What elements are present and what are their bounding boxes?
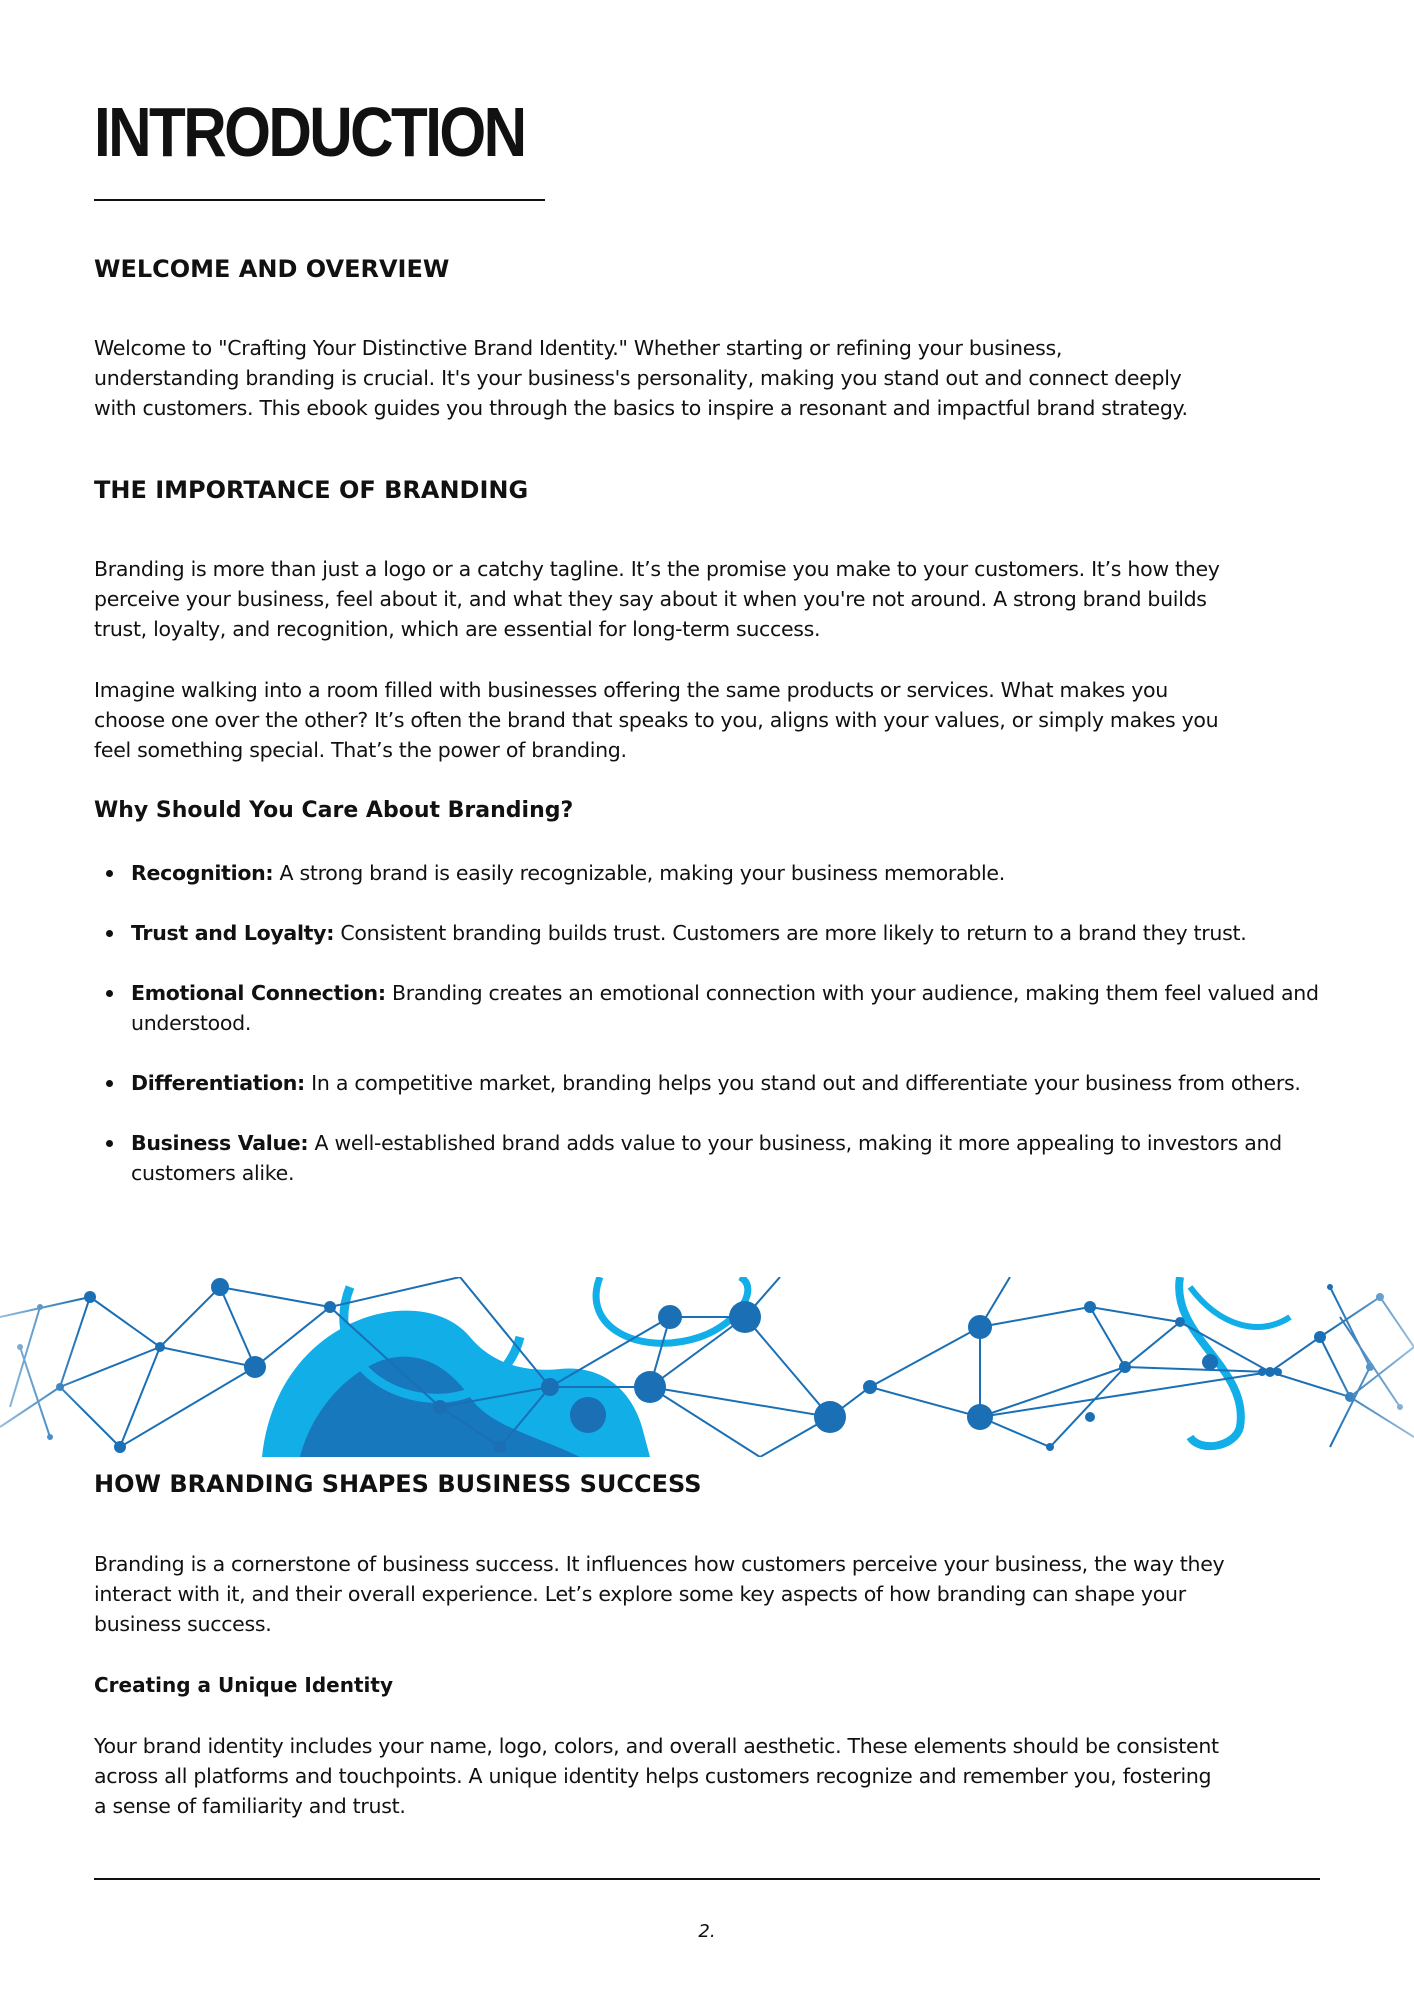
welcome-paragraph bbox=[94, 333, 1334, 423]
bullet-icon bbox=[106, 1080, 113, 1087]
page-number: 2. bbox=[698, 1921, 716, 1942]
branding-benefits-list bbox=[94, 858, 1334, 1218]
bullet-term: Business Value: bbox=[131, 1131, 309, 1155]
bullet-icon bbox=[106, 870, 113, 877]
text-line: business success. bbox=[94, 1612, 272, 1636]
list-item bbox=[94, 1128, 1334, 1188]
bullet-text: Consistent branding builds trust. Customers are more likely to return to a brand they trust. bbox=[334, 921, 1247, 945]
bullet-term: Differentiation: bbox=[131, 1071, 305, 1095]
importance-paragraph-2 bbox=[94, 675, 1334, 765]
text-line: a sense of familiarity and trust. bbox=[94, 1794, 406, 1818]
bullet-icon bbox=[106, 1140, 113, 1147]
bullet-icon bbox=[106, 930, 113, 937]
footer-divider bbox=[94, 1878, 1320, 1880]
bullet-text: A strong brand is easily recognizable, making your business memorable. bbox=[273, 861, 1005, 885]
list-item bbox=[94, 918, 1334, 948]
bullet-text: In a competitive market, branding helps you stand out and differentiate your business from others. bbox=[304, 1071, 1301, 1095]
why-care-subheading: Why Should You Care About Branding? bbox=[94, 798, 574, 823]
unique-identity-subheading: Creating a Unique Identity bbox=[94, 1673, 393, 1697]
text-line: with customers. This ebook guides you through the basics to inspire a resonant and impactful brand strategy. bbox=[94, 396, 1188, 420]
bullet-term: Recognition: bbox=[131, 861, 274, 885]
bullet-term: Trust and Loyalty: bbox=[131, 921, 335, 945]
text-line: feel something special. That’s the power of branding. bbox=[94, 738, 627, 762]
text-line: understanding branding is crucial. It's your business's personality, making you stand out and connect deeply bbox=[94, 366, 1182, 390]
list-item bbox=[94, 978, 1334, 1038]
importance-paragraph-1 bbox=[94, 554, 1334, 644]
text-line: choose one over the other? It’s often the brand that speaks to you, aligns with your values, or simply makes you bbox=[94, 708, 1219, 732]
bullet-term: Emotional Connection: bbox=[131, 981, 386, 1005]
text-line: across all platforms and touchpoints. A unique identity helps customers recognize and remember you, fostering bbox=[94, 1764, 1212, 1788]
list-item bbox=[94, 1068, 1334, 1098]
text-line: interact with it, and their overall experience. Let’s explore some key aspects of how branding can shape your bbox=[94, 1582, 1186, 1606]
success-paragraph-2 bbox=[94, 1731, 1334, 1821]
importance-heading: THE IMPORTANCE OF BRANDING bbox=[94, 476, 529, 504]
success-paragraph-1 bbox=[94, 1549, 1334, 1639]
bullet-icon bbox=[106, 990, 113, 997]
text-line: Welcome to "Crafting Your Distinctive Brand Identity." Whether starting or refining your business, bbox=[94, 336, 1063, 360]
text-line: perceive your business, feel about it, and what they say about it when you're not around. A strong brand builds bbox=[94, 587, 1207, 611]
text-line: Branding is a cornerstone of business success. It influences how customers perceive your business, the way they bbox=[94, 1552, 1225, 1576]
bullet-text: Branding creates an emotional connection with your audience, making them feel valued and understood. bbox=[131, 981, 1319, 1035]
title-underline bbox=[94, 199, 545, 201]
list-item bbox=[94, 858, 1334, 888]
welcome-heading: WELCOME AND OVERVIEW bbox=[94, 255, 450, 283]
page-title: INTRODUCTION bbox=[94, 93, 525, 171]
success-heading: HOW BRANDING SHAPES BUSINESS SUCCESS bbox=[94, 1470, 702, 1498]
network-banner-image bbox=[0, 1277, 1414, 1457]
text-line: trust, loyalty, and recognition, which are essential for long-term success. bbox=[94, 617, 821, 641]
bullet-text: A well-established brand adds value to your business, making it more appealing to investors and customers alike. bbox=[131, 1131, 1282, 1185]
text-line: Branding is more than just a logo or a catchy tagline. It’s the promise you make to your customers. It’s how they bbox=[94, 557, 1220, 581]
text-line: Imagine walking into a room filled with businesses offering the same products or services. What makes you bbox=[94, 678, 1168, 702]
text-line: Your brand identity includes your name, logo, colors, and overall aesthetic. These elements should be consistent bbox=[94, 1734, 1219, 1758]
